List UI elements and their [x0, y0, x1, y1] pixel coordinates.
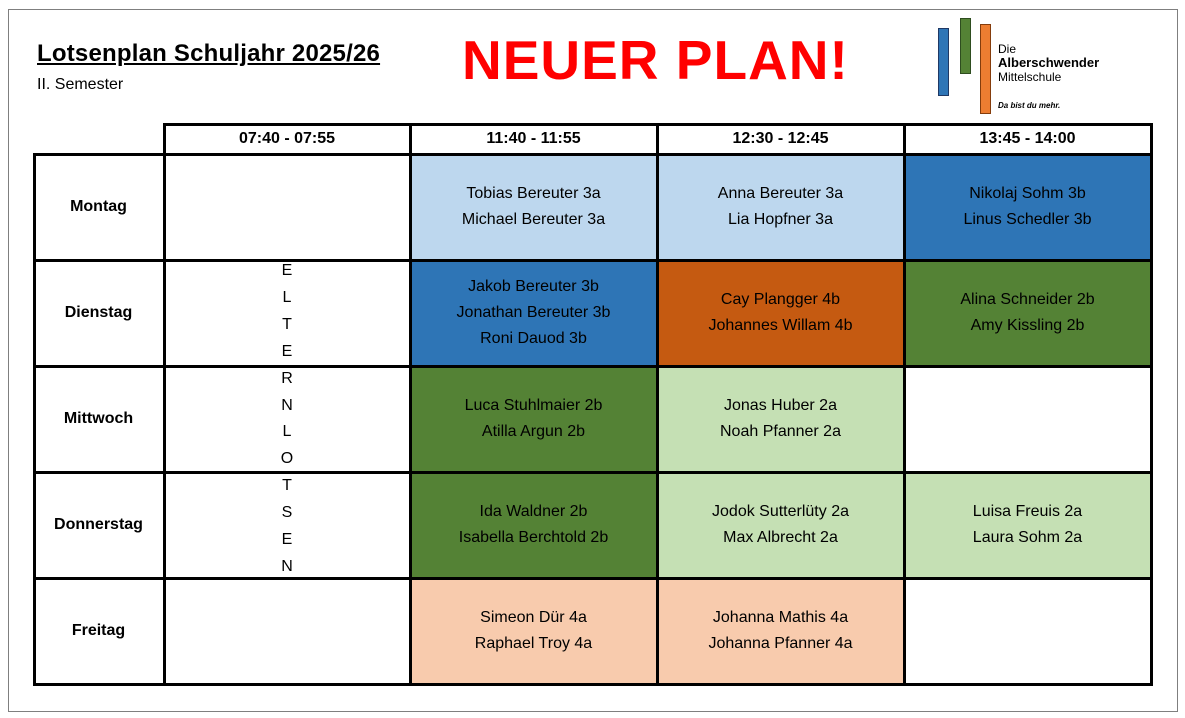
logo-line-2: Alberschwender — [998, 55, 1100, 70]
student-name: Jakob Bereuter 3b — [468, 278, 599, 295]
grid-line — [163, 123, 166, 686]
logo-bar-blue — [938, 28, 949, 96]
schedule-cell — [904, 154, 1151, 260]
cell-names — [712, 499, 849, 551]
time-slot-header: 07:40 - 07:55 — [238, 129, 336, 147]
day-label: Dienstag — [64, 304, 133, 321]
student-name: Jonathan Bereuter 3b — [456, 304, 611, 321]
student-name: Cay Plangger 4b — [720, 291, 841, 308]
vertical-letter: L — [282, 423, 292, 441]
vertical-letter: T — [282, 315, 292, 333]
student-name: Johannes Willam 4b — [708, 317, 853, 334]
time-slot-header: 13:45 - 14:00 — [979, 129, 1076, 147]
cell-names — [963, 181, 1091, 233]
student-name: Simeon Dür 4a — [480, 609, 587, 626]
vertical-letter: N — [281, 557, 293, 575]
grid-line — [903, 123, 906, 686]
logo-bar-green — [960, 18, 971, 74]
logo-line-3: Mittelschule — [998, 70, 1062, 84]
schedule-cell — [657, 366, 904, 472]
page-title: Lotsenplan Schuljahr 2025/26 — [37, 40, 381, 67]
cell-names — [720, 393, 841, 445]
student-name: Atilla Argun 2b — [481, 423, 586, 440]
vertical-letter: S — [281, 504, 293, 522]
vertical-letter: R — [281, 369, 293, 387]
time-slot-header: 11:40 - 11:55 — [486, 129, 581, 147]
schedule-cell — [904, 578, 1151, 684]
day-label: Freitag — [71, 622, 126, 639]
schedule-cell — [904, 366, 1151, 472]
schedule-table — [33, 123, 1153, 685]
cell-names — [708, 287, 852, 339]
vertical-letter: E — [281, 262, 293, 279]
cell-names — [973, 499, 1082, 551]
student-name: Lia Hopfner 3a — [728, 211, 833, 228]
cell-names — [462, 181, 605, 233]
day-label: Montag — [70, 198, 127, 215]
schedule-cell — [410, 154, 657, 260]
student-name: Linus Schedler 3b — [963, 211, 1092, 228]
new-plan-headline: NEUER PLAN! — [462, 29, 849, 91]
schedule-cell — [657, 578, 904, 684]
grid-line — [409, 123, 412, 686]
cell-names — [718, 181, 843, 233]
vertical-letter: O — [280, 450, 294, 468]
cell-names — [465, 393, 603, 445]
day-label: Mittwoch — [63, 410, 134, 427]
grid-line — [1150, 123, 1153, 686]
cell-names — [708, 605, 852, 657]
schedule-cell — [904, 260, 1151, 366]
student-name: Isabella Berchtold 2b — [458, 529, 609, 546]
student-name: Amy Kissling 2b — [970, 317, 1085, 334]
schedule-cell — [410, 472, 657, 578]
vertical-letter: T — [282, 477, 292, 495]
vertical-letter: L — [282, 288, 292, 306]
student-name: Michael Bereuter 3a — [461, 211, 606, 228]
student-name: Roni Dauod 3b — [480, 330, 587, 347]
cell-names — [457, 274, 611, 352]
school-logo — [934, 16, 1124, 116]
cell-names — [475, 605, 592, 657]
student-name: Ida Waldner 2b — [479, 503, 588, 520]
logo-bar-orange — [980, 24, 991, 114]
student-name: Luisa Freuis 2a — [972, 503, 1083, 520]
grid-line — [33, 153, 36, 685]
grid-line — [33, 471, 1152, 474]
cell-names — [960, 287, 1094, 339]
schedule-cell — [657, 472, 904, 578]
student-name: Tobias Bereuter 3a — [466, 185, 601, 202]
vertical-letter: E — [281, 531, 293, 549]
schedule-cell — [657, 260, 904, 366]
cell-names — [459, 499, 608, 551]
vertical-letter: E — [281, 342, 293, 360]
day-label: Donnerstag — [54, 516, 143, 533]
vertical-letter: N — [281, 396, 293, 414]
student-name: Max Albrecht 2a — [723, 529, 838, 546]
student-name: Laura Sohm 2a — [972, 529, 1083, 546]
time-slot-header: 12:30 - 12:45 — [732, 129, 829, 147]
student-name: Nikolaj Sohm 3b — [969, 185, 1086, 202]
student-name: Anna Bereuter 3a — [717, 185, 844, 202]
grid-line — [33, 577, 1152, 580]
student-name: Luca Stuhlmaier 2b — [464, 397, 603, 414]
page-subtitle: II. Semester — [37, 76, 124, 93]
student-name: Alina Schneider 2b — [960, 291, 1095, 308]
schedule-cell — [410, 578, 657, 684]
student-name: Johanna Mathis 4a — [712, 609, 849, 626]
grid-line — [656, 123, 659, 686]
grid-line — [33, 365, 1152, 368]
schedule-cell — [410, 366, 657, 472]
grid-line — [33, 259, 1152, 262]
student-name: Jonas Huber 2a — [724, 397, 837, 414]
grid-line — [33, 153, 1152, 156]
grid-line — [33, 683, 1152, 686]
schedule-cell — [410, 260, 657, 366]
elternlotsen-vertical-label — [164, 262, 410, 576]
student-name: Noah Pfanner 2a — [720, 423, 841, 440]
student-name: Jodok Sutterlüty 2a — [712, 503, 849, 520]
schedule-cell — [904, 472, 1151, 578]
logo-tagline: Da bist du mehr. — [998, 101, 1061, 110]
schedule-cell — [657, 154, 904, 260]
student-name: Johanna Pfanner 4a — [708, 635, 853, 652]
logo-line-1: Die — [998, 42, 1017, 56]
student-name: Raphael Troy 4a — [474, 635, 593, 652]
